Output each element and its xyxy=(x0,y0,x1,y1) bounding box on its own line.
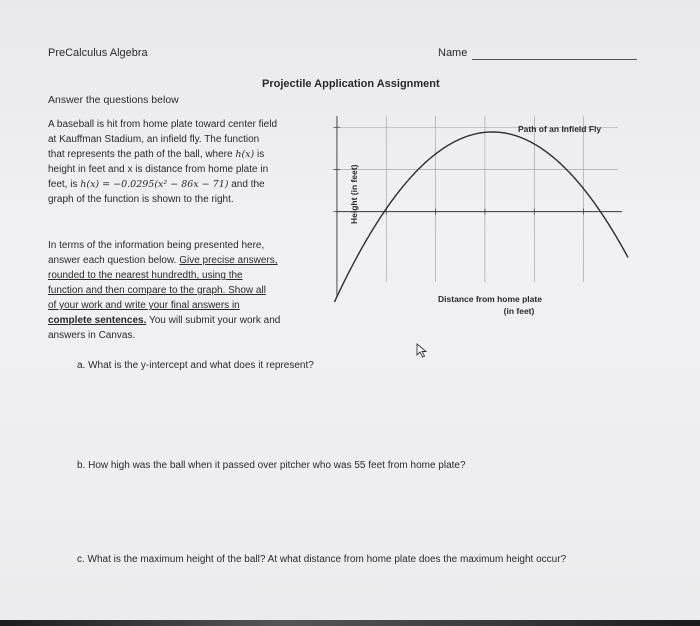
projectile-graph xyxy=(330,112,630,302)
course-title: PreCalculus Algebra xyxy=(48,47,148,59)
intro-line-3-end: is xyxy=(254,149,265,160)
para-line-2: answer each question below. xyxy=(48,255,180,266)
intro-line-5-end: and the xyxy=(228,179,265,190)
instructions: Answer the questions below xyxy=(48,94,179,106)
h-of-x-symbol: h(x) xyxy=(235,149,255,160)
intro-line-1: A baseball is hit from home plate toward center field xyxy=(48,119,278,130)
x-axis-label-line-1: Distance from home plate xyxy=(438,294,542,304)
question-b: b. How high was the ball when it passed over pitcher who was 55 feet from home plate? xyxy=(77,460,466,471)
para-line-6: You will submit your work and xyxy=(146,315,281,326)
question-a: a. What is the y-intercept and what does it represent? xyxy=(77,360,314,371)
intro-line-5: feet, is xyxy=(48,179,81,190)
para-line-7: answers in Canvas. xyxy=(48,330,136,341)
intro-line-4: height in feet and x is distance from home plate in xyxy=(48,164,269,175)
directions-paragraph xyxy=(48,238,318,343)
graph-title: Path of an Infield Fly xyxy=(518,124,602,134)
assignment-title: Projectile Application Assignment xyxy=(262,78,440,90)
x-axis-label-line-2: (in feet) xyxy=(503,306,535,316)
para-line-1: In terms of the information being presented here, xyxy=(48,240,265,251)
question-c: c. What is the maximum height of the ball? At what distance from home plate does the maximum height occur? xyxy=(77,554,567,565)
intro-line-3: that represents the path of the ball, where xyxy=(48,149,236,160)
para-line-3: rounded to the nearest hundredth, using the xyxy=(48,270,243,281)
monitor-bezel xyxy=(0,620,700,626)
problem-intro xyxy=(48,117,316,207)
x-axis-label xyxy=(430,293,550,317)
para-line-6-bold: complete sentences. xyxy=(48,315,147,326)
y-axis-label: Height (in feet) xyxy=(349,164,359,224)
para-line-5: of your work and write your final answers in xyxy=(48,300,240,311)
height-function-equation: h(x) = −0.0295(x² − 86x − 71) xyxy=(80,179,229,190)
name-blank-line xyxy=(472,59,637,60)
intro-line-2: at Kauffman Stadium, an infield fly. The function xyxy=(48,134,260,145)
para-line-4: function and then compare to the graph. Show all xyxy=(48,285,266,296)
intro-line-6: graph of the function is shown to the right. xyxy=(48,194,234,205)
graph-grid xyxy=(332,116,622,296)
name-label: Name xyxy=(438,47,468,59)
para-line-2-underlined: Give precise answers, xyxy=(179,255,278,266)
mouse-pointer-icon xyxy=(415,343,429,359)
